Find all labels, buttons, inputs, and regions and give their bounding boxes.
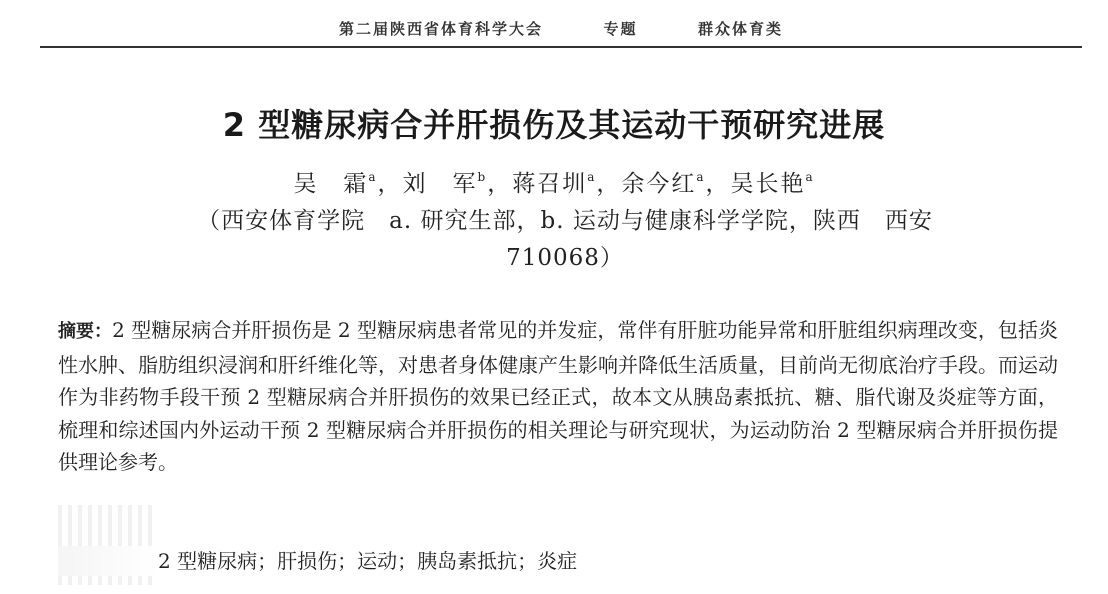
author-5: 吴长艳$^a$	[730, 170, 815, 197]
abstract-label: 摘要：	[58, 321, 113, 342]
paper-title: 2 型糖尿病合并肝损伤及其运动干预研究进展	[222, 106, 886, 144]
author-2: 刘 军$^b$	[402, 170, 488, 197]
section-label: 专题	[603, 20, 638, 38]
conference-name: 第二届陕西省体育科学大会	[339, 20, 544, 38]
abstract-text: 2 型糖尿病合并肝损伤是 2 型糖尿病患者常见的并发症，常伴有肝脏功能异常和肝脏组织病理改变，包括炎性水肿、脂肪组织浸润和肝纤维化等，对患者身体健康产生影响并降低生活质量，目前尚无彻底治疗手段。而运动作为非药物手段干预 2 型糖尿病合并肝损伤的效果已经正式，故本文从胰岛素抵抗、糖、脂代谢及炎症等方面，梳理和综述国内外运动干预 2 型糖尿病合并肝损伤的相关理论与研究现状，为运动防治 2 型糖尿病合并肝损伤提供理论参考。	[58, 318, 1058, 474]
keywords-text: 2 型糖尿病；肝损伤；运动；胰岛素抵抗；炎症	[158, 549, 578, 573]
keywords	[58, 546, 1058, 576]
running-header	[40, 18, 1082, 48]
affiliation: （西安体育学院 a. 研究生部，b. 运动与健康科学学院，陕西 西安 710068）	[197, 208, 957, 271]
abstract	[58, 314, 1058, 479]
author-list: 吴 霜$^a$，刘 军$^b$，蒋召圳$^a$，余今红$^a$，吴长艳$^a$	[293, 170, 815, 197]
category-label: 群众体育类	[697, 20, 783, 38]
author-4: 余今红$^a$	[621, 170, 706, 197]
author-3: 蒋召圳$^a$	[512, 170, 597, 197]
keywords-label-blurred	[58, 546, 158, 576]
author-1: 吴 霜$^a$	[293, 170, 378, 197]
